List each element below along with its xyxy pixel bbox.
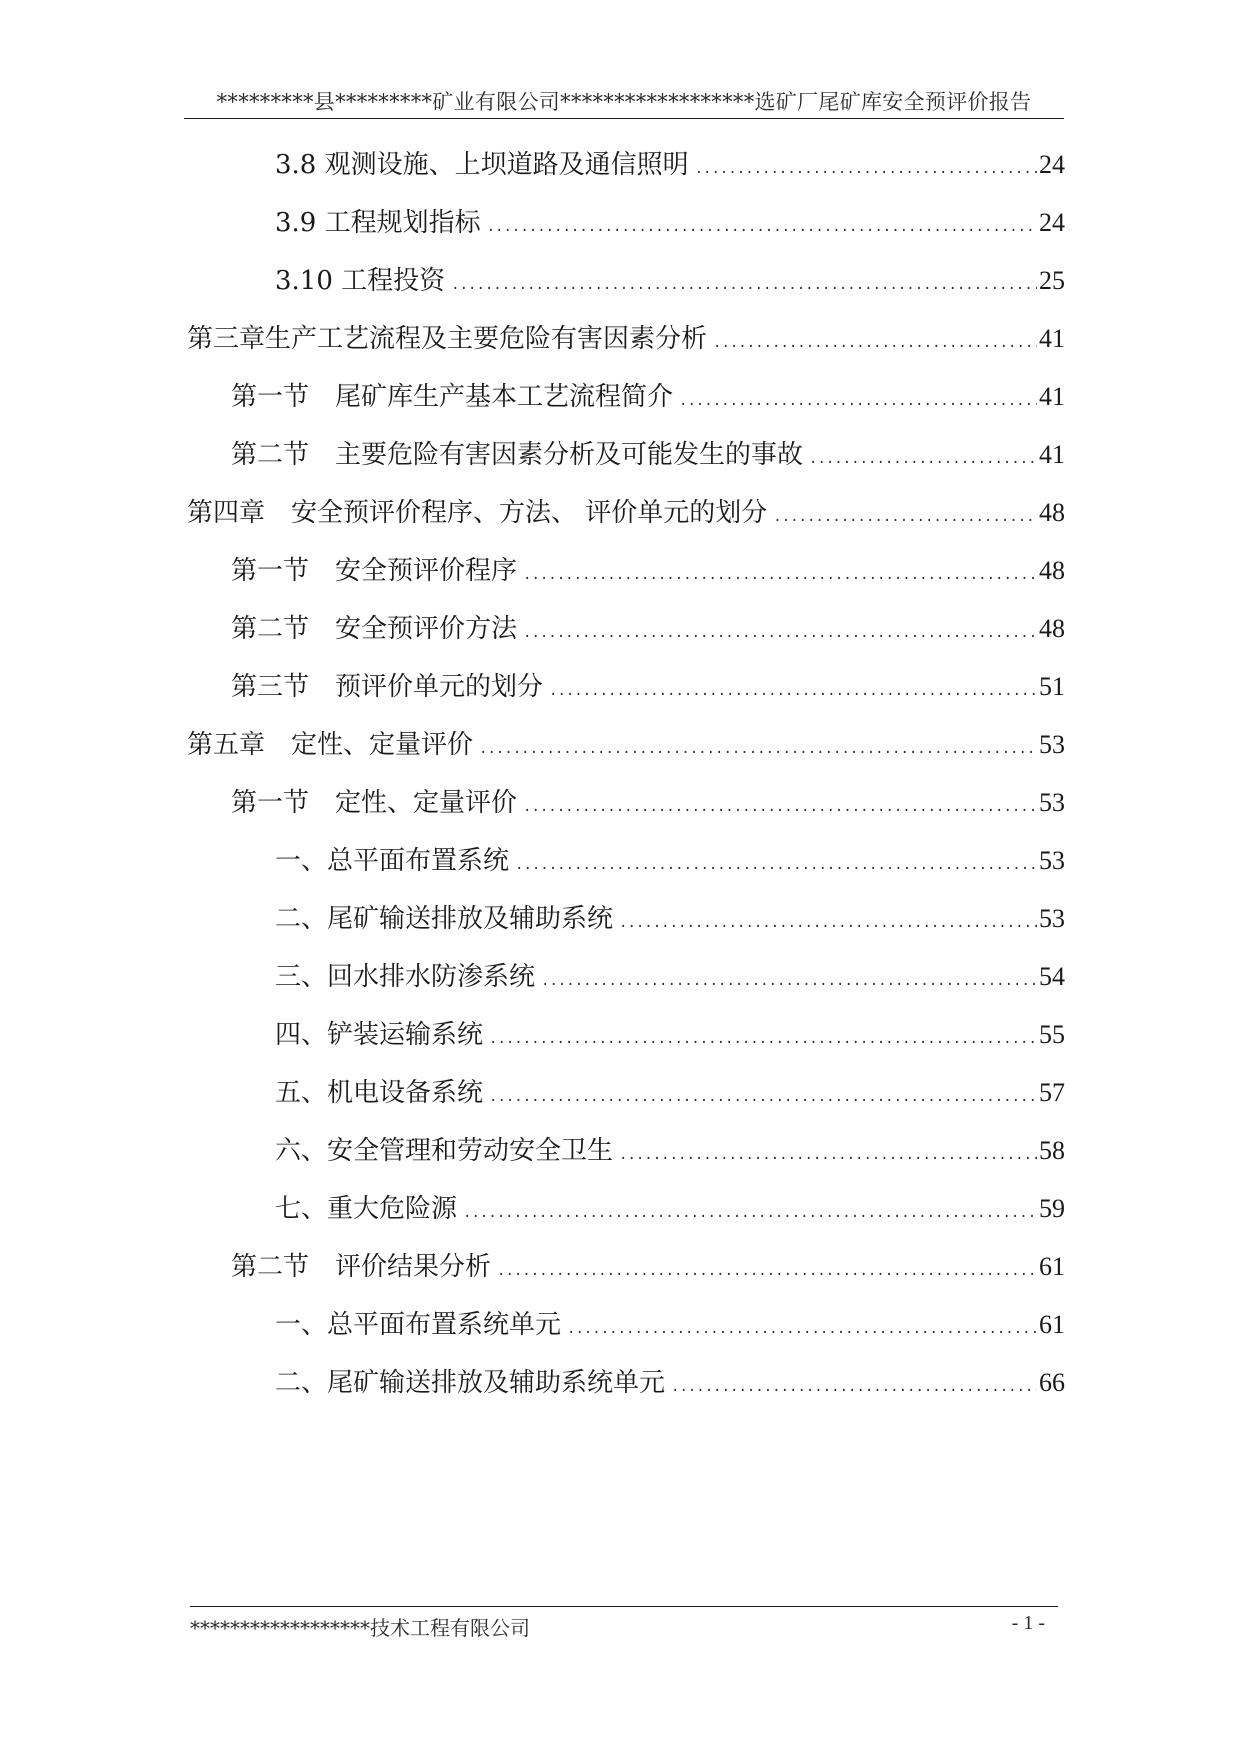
dot-leader [619,1138,1037,1172]
header-divider [184,118,1064,119]
toc-entry-page: 53 [1039,904,1065,933]
dot-leader [695,152,1037,186]
toc-entry[interactable] [275,148,1065,186]
toc-entry-page: 48 [1039,498,1065,527]
toc-entry[interactable] [231,380,1065,418]
dot-leader [523,558,1037,592]
dot-leader [497,1254,1037,1288]
dot-leader [489,1080,1037,1114]
toc-entry[interactable] [275,206,1065,244]
toc-entry[interactable] [231,786,1065,824]
dot-leader [487,210,1037,244]
toc-entry-page: 53 [1039,788,1065,817]
toc-entry[interactable] [275,1192,1065,1230]
toc-entry-label: 第一节 尾矿库生产基本工艺流程简介 [231,382,674,412]
toc-entry[interactable] [275,844,1065,882]
toc-entry[interactable] [231,554,1065,592]
toc-entry-label: 一、总平面布置系统 [275,846,510,876]
toc-entry[interactable] [275,1366,1065,1404]
dot-leader [541,964,1037,998]
dot-leader [809,442,1037,476]
toc-entry-page: 51 [1039,672,1065,701]
toc-entry[interactable] [231,670,1065,708]
toc-entry[interactable] [187,322,1065,360]
toc-entry-page: 57 [1039,1078,1065,1107]
toc-entry-label: 第三节 预评价单元的划分 [231,672,544,702]
dot-leader [523,616,1037,650]
toc-entry-label: 二、尾矿输送排放及辅助系统单元 [275,1368,666,1398]
toc-entry-label: 一、总平面布置系统单元 [275,1310,562,1340]
toc-entry-label: 第五章 定性、定量评价 [187,730,474,760]
dot-leader [713,326,1037,360]
toc-entry-page: 58 [1039,1136,1065,1165]
toc-entry-label: 五、机电设备系统 [275,1078,484,1108]
toc-entry[interactable] [275,1018,1065,1056]
toc-entry-label: 第一节 定性、定量评价 [231,788,518,818]
toc-entry-page: 59 [1039,1194,1065,1223]
toc-entry-page: 53 [1039,730,1065,759]
toc-entry-page: 41 [1039,440,1065,469]
toc-entry[interactable] [231,438,1065,476]
toc-entry[interactable] [275,902,1065,940]
toc-entry-label: 3.9 工程规划指标 [275,208,481,238]
dot-leader [451,268,1037,302]
toc-entry-page: 48 [1039,614,1065,643]
toc-entry-label: 四、铲装运输系统 [275,1020,484,1050]
toc-entry[interactable] [275,1076,1065,1114]
toc-entry[interactable] [275,1308,1065,1346]
toc-entry-page: 48 [1039,556,1065,585]
toc-entry-page: 61 [1039,1252,1065,1281]
dot-leader [567,1312,1037,1346]
dot-leader [619,906,1037,940]
toc-entry-page: 53 [1039,846,1065,875]
toc-entry-label: 3.10 工程投资 [275,266,446,296]
dot-leader [515,848,1037,882]
toc-entry-page: 24 [1039,208,1065,237]
toc-entry-page: 25 [1039,266,1065,295]
toc-entry-label: 第二节 安全预评价方法 [231,614,518,644]
toc-entry-label: 3.8 观测设施、上坝道路及通信照明 [275,150,689,180]
toc-entry-page: 41 [1039,324,1065,353]
toc-entry-label: 第二节 评价结果分析 [231,1252,492,1282]
dot-leader [549,674,1037,708]
toc-entry[interactable] [187,728,1065,766]
toc-entry-page: 61 [1039,1310,1065,1339]
toc-entry[interactable] [231,1250,1065,1288]
dot-leader [523,790,1037,824]
toc-entry-label: 第四章 安全预评价程序、方法、 评价单元的划分 [187,498,768,528]
footer-divider [190,1606,1058,1607]
toc-entry-page: 54 [1039,962,1065,991]
toc-entry[interactable] [275,1134,1065,1172]
toc-entry-label: 三、回水排水防渗系统 [275,962,536,992]
dot-leader [479,732,1037,766]
footer-company: ******************技术工程有限公司 [190,1616,530,1640]
dot-leader [773,500,1037,534]
dot-leader [679,384,1037,418]
toc-entry-label: 第一节 安全预评价程序 [231,556,518,586]
toc-entry-label: 第三章生产工艺流程及主要危险有害因素分析 [187,324,708,354]
dot-leader [489,1022,1037,1056]
toc-entry-page: 66 [1039,1368,1065,1397]
footer-page-number: - 1 - [1011,1612,1045,1634]
page-header: *********县*********矿业有限公司******************选矿厂尾矿库安全预评价报告 [216,90,1032,114]
dot-leader [463,1196,1037,1230]
toc-entry-label: 第二节 主要危险有害因素分析及可能发生的事故 [231,440,804,470]
dot-leader [671,1370,1037,1404]
toc-entry[interactable] [275,960,1065,998]
toc-entry-page: 41 [1039,382,1065,411]
toc-entry[interactable] [231,612,1065,650]
toc-entry-label: 二、尾矿输送排放及辅助系统 [275,904,614,934]
toc-entry-page: 24 [1039,150,1065,179]
toc-entry-page: 55 [1039,1020,1065,1049]
toc-entry[interactable] [187,496,1065,534]
toc-entry[interactable] [275,264,1065,302]
toc-entry-label: 六、安全管理和劳动安全卫生 [275,1136,614,1166]
toc-entry-label: 七、重大危险源 [275,1194,458,1224]
